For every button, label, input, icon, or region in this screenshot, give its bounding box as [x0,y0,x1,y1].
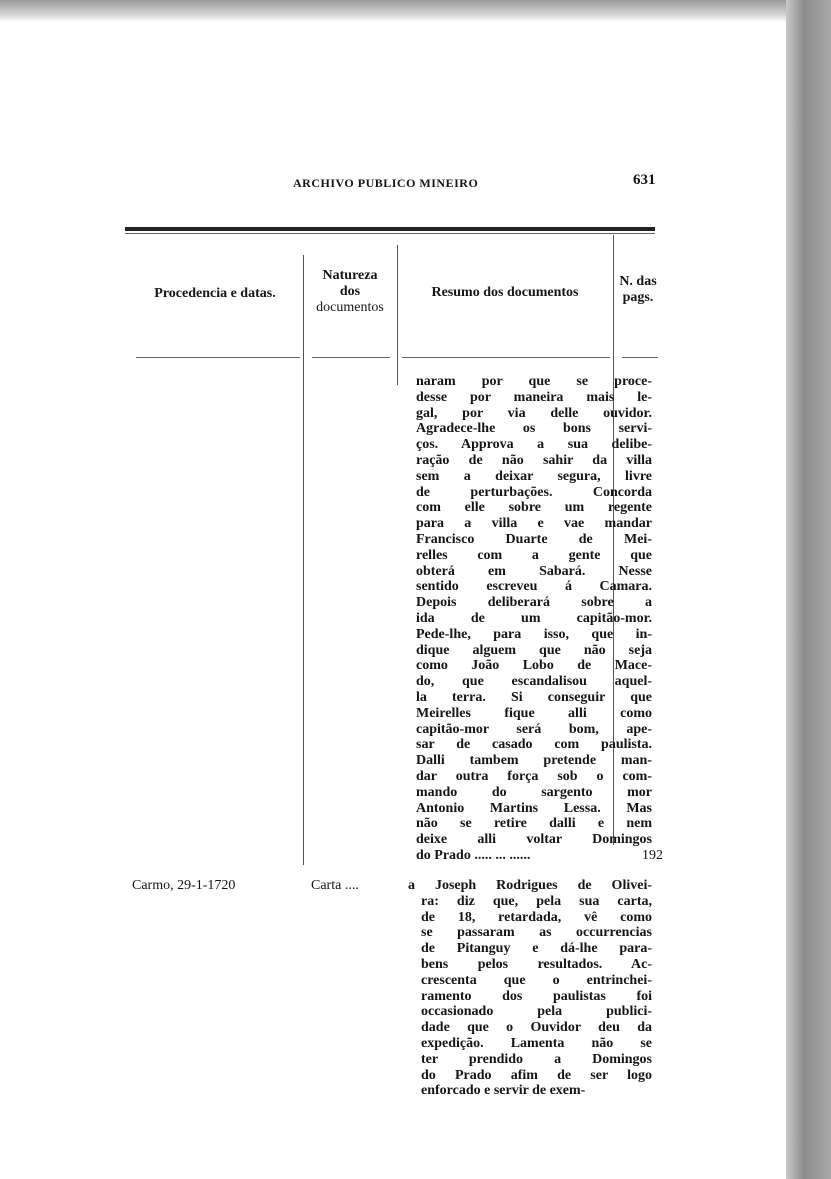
column-divider [303,255,304,865]
summary-line: do, que escandalisou aquel- [416,674,652,690]
summary-line: como João Lobo de Mace- [416,658,652,674]
summary-line: não se retire dalli e nem [416,816,652,832]
header-line: dos [339,284,361,299]
header-underline [402,357,610,358]
summary-line: mando do sargento mor [416,784,652,800]
summary-line: do Prado ..... ... ...... [416,847,531,863]
header-rule [125,227,655,231]
entry-origin-date: Carmo, 29-1-1720 [132,878,236,893]
header-line: pags. [622,290,654,305]
summary-line: ra: diz que, pela sua carta, [421,893,652,909]
entry-pages: 192 [642,848,663,863]
summary-line: Dalli tambem pretende man- [416,753,652,769]
header-rule-thin [125,233,655,234]
header-line: documentos [316,300,384,315]
summary-line: Antonio Martins Lessa. Mas [416,800,652,816]
column-divider [397,245,398,385]
summary-line: com elle sobre um regente [416,500,652,516]
summary-line: sar de casado com paulista. [416,737,652,753]
summary-line: do Prado afim de ser logo [421,1067,652,1083]
summary-line: enforcado e servir de exem- [421,1083,586,1099]
summary-line: desse por maneira mais le- [416,389,652,405]
summary-line: bens pelos resultados. Ac- [421,956,652,972]
summary-line: Francisco Duarte de Mei- [416,531,652,547]
running-title: ARCHIVO PUBLICO MINEIRO [293,176,479,190]
summary-line: de perturbações. Concorda [416,484,652,500]
header-line: N. das [619,274,657,289]
summary-line: dar outra força sob o com- [416,768,652,784]
summary-line: Meirelles fique alli como [416,705,652,721]
entry-summary [416,374,652,864]
summary-line: crescenta que o entrinchei- [421,972,652,988]
summary-line: deixe alli voltar Domingos [416,832,652,848]
header-line: Natureza [322,268,378,283]
summary-line: occasionado pela publici- [421,1004,652,1020]
summary-line: ração de não sahir da villa [416,452,652,468]
summary-line: de Pitanguy e dá-lhe para- [421,941,652,957]
summary-line: de 18, retardada, vê como [421,909,652,925]
summary-line: ramento dos paulistas foi [421,988,652,1004]
summary-line: ida de um capitão-mor. [416,610,652,626]
summary-line: gal, por via delle ouvidor. [416,405,652,421]
summary-line: relles com a gente que [416,547,652,563]
summary-line: a Joseph Rodrigues de Olivei- [408,878,652,893]
header-underline [136,357,300,358]
header-underline [622,357,658,358]
header-resumo: Resumo dos documentos [431,285,579,300]
summary-line: Pede-lhe, para isso, que in- [416,626,652,642]
page-number: 631 [633,172,656,188]
summary-line: Depois deliberará sobre a [416,595,652,611]
summary-line: naram por que se proce- [416,374,652,389]
header-underline [312,357,390,358]
summary-line: la terra. Si conseguir que [416,689,652,705]
entry-summary [408,878,652,1099]
summary-line: dade que o Ouvidor deu da [421,1020,652,1036]
summary-line: sentido escreveu á Camara. [416,579,652,595]
summary-line: se passaram as occurrencias [421,925,652,941]
summary-line: para a villa e vae mandar [416,516,652,532]
summary-line: obterá em Sabará. Nesse [416,563,652,579]
summary-line: dique alguem que não seja [416,642,652,658]
summary-line: expedição. Lamenta não se [421,1035,652,1051]
summary-line: capitão-mor será bom, ape- [416,721,652,737]
header-procedencia: Procedencia e datas. [154,286,276,301]
entry-nature: Carta .... [311,878,359,893]
summary-line: sem a deixar segura, livre [416,468,652,484]
header-pages [613,274,663,306]
summary-line: ter prendido a Domingos [421,1051,652,1067]
header-natureza [303,268,397,316]
scan-page-edge [786,0,831,1179]
summary-line: ços. Approva a sua delibe- [416,437,652,453]
scan-top-edge [0,0,790,22]
summary-line: Agradece-lhe os bons servi- [416,421,652,437]
